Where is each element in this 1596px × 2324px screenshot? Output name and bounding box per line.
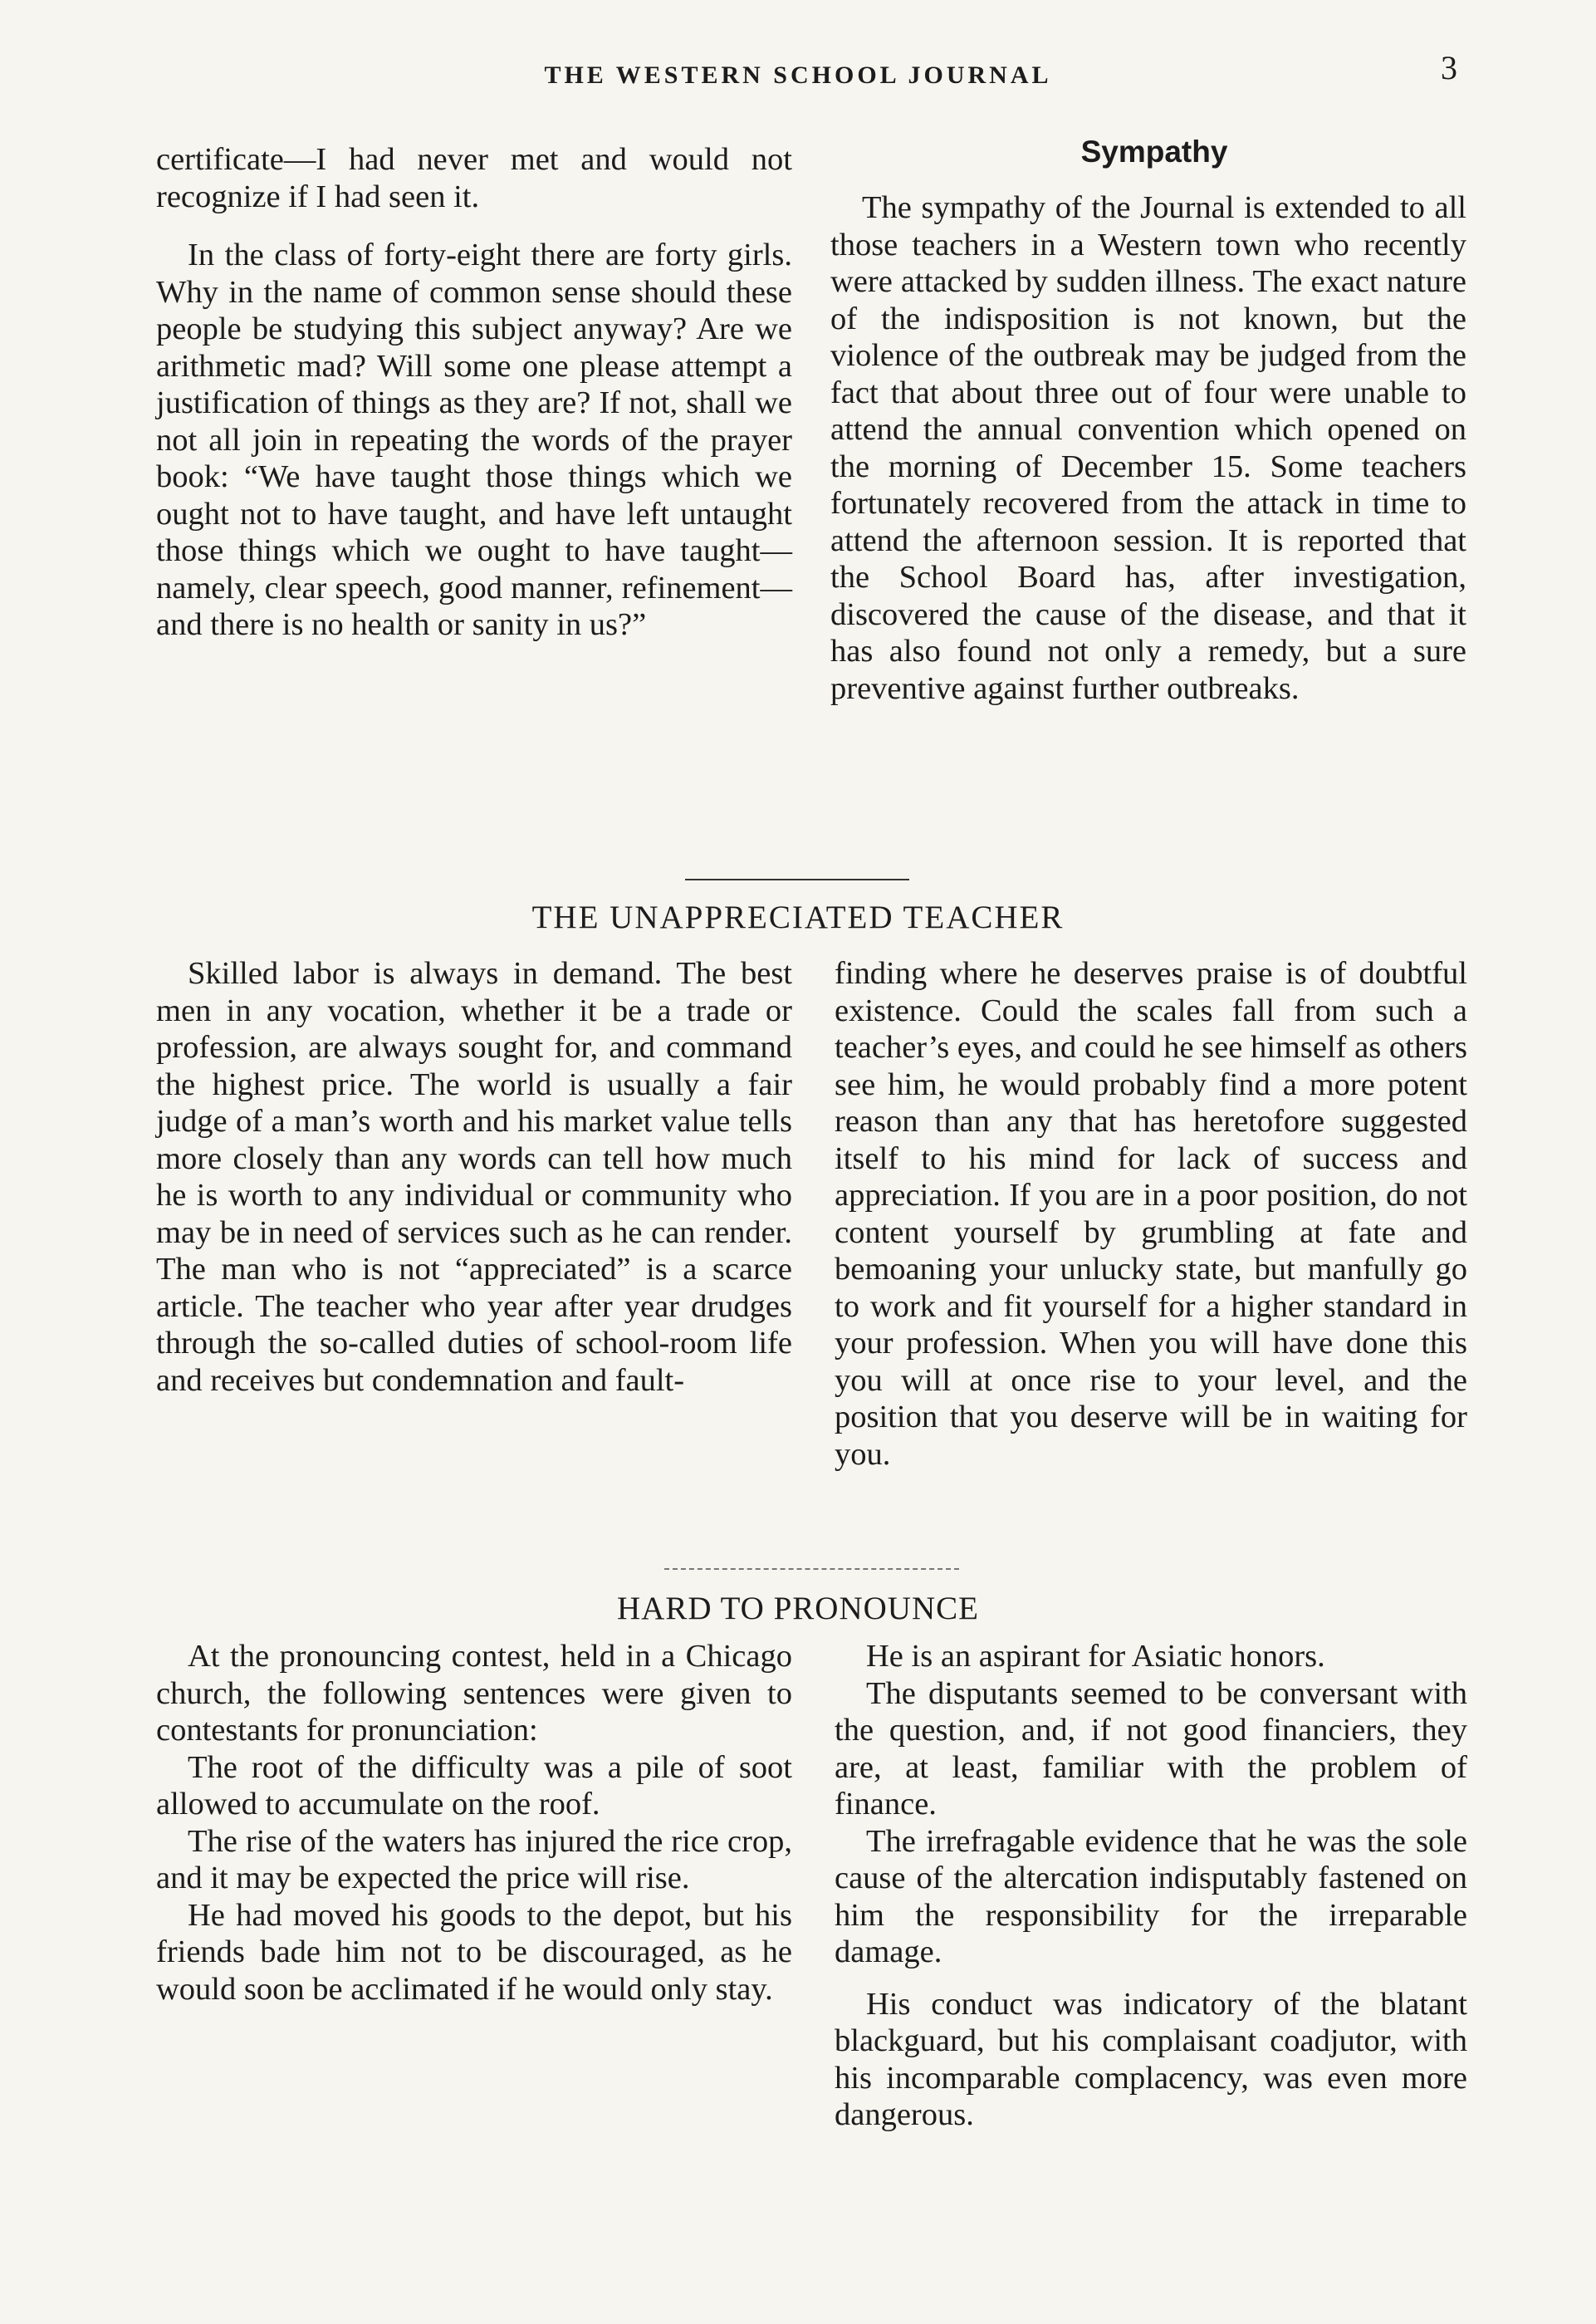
pronounce-title: HARD TO PRONOUNCE: [617, 1591, 979, 1626]
top-left-column: [156, 141, 792, 644]
sentence: The rise of the waters has injured the rice crop, and it may be expected the price will rise.: [156, 1823, 792, 1895]
pronounce-left-column: [156, 1638, 792, 2008]
sentence: The irrefragable evidence that he was the sole cause of the altercation indisputably fastened on him the responsibility for the irreparable damage.: [835, 1823, 1467, 1969]
sympathy-title: Sympathy: [1080, 135, 1228, 169]
page-number: 3: [1441, 49, 1457, 86]
pronounce-right-column: [835, 1638, 1467, 2134]
divider: [664, 1568, 959, 1570]
sentence: At the pronouncing contest, held in a Chicago church, the following sentences were given to contestants for pronunciation:: [156, 1639, 792, 1748]
unappreciated-title: THE UNAPPRECIATED TEACHER: [531, 900, 1065, 935]
paragraph: certificate—I had never met and would not recognize if I had seen it.: [156, 142, 792, 214]
sentence: The disputants seemed to be conversant with the question, and, if not good financiers, they are, at least, familiar with the problem of finance.: [835, 1675, 1467, 1821]
sympathy-column: [830, 189, 1466, 707]
sentence: His conduct was indicatory of the blatant blackguard, but his complaisant coadjutor, with his incomparable complacency, was even more dangerous.: [835, 1986, 1467, 2132]
divider: [685, 879, 909, 880]
unappreciated-right-column: [835, 955, 1467, 1473]
paragraph: The sympathy of the Journal is extended to all those teachers in a Western town who recently were attacked by sudden illness. The exact nature of the indisposition is not known, but the violence of the outbreak may be judged from the fact that about three out of four were unable to attend the annual convention which opened on the morning of December 15. Some teachers fortunately recovered from the attack in time to attend the afternoon session. It is reported that the School Board has, after investigation, discovered the cause of the disease, and that it has also found not only a remedy, but a sure preventive against further outbreaks.: [830, 190, 1466, 706]
paragraph: In the class of forty-eight there are forty girls. Why in the name of common sense should these people be studying this subject anyway? Are we arithmetic mad? Will some one please attempt a justification of things as they are? If not, shall we not all join in repeating the words of the prayer book: “We have taught those things which we ought not to have taught, and have left untaught those things which we ought to have taught—namely, clear speech, good manner, refinement—and there is no health or sanity in us?”: [156, 238, 792, 642]
unappreciated-left-column: [156, 955, 792, 1399]
paragraph: finding where he deserves praise is of doubtful existence. Could the scales fall from such a teacher’s eyes, and could he see himself as others see him, he would probably find a more potent reason than any that has heretofore suggested itself to his mind for lack of success and appreciation. If you are in a poor position, do not content yourself by grumbling at fate and bemoaning your unlucky state, but manfully go to work and fit yourself for a higher standard in your profession. When you will have done this you will at once rise to your level, and the position that you deserve will be in waiting for you.: [835, 956, 1467, 1472]
sentence: He is an aspirant for Asiatic honors.: [866, 1639, 1325, 1674]
sentence: The root of the difficulty was a pile of soot allowed to accumulate on the roof.: [156, 1749, 792, 1821]
running-title: THE WESTERN SCHOOL JOURNAL: [544, 61, 1052, 89]
sentence: He had moved his goods to the depot, but his friends bade him not to be discouraged, as he would soon be acclimated if he would only stay.: [156, 1897, 792, 2007]
paragraph: Skilled labor is always in demand. The best men in any vocation, whether it be a trade or profession, are always sought for, and command the highest price. The world is usually a fair judge of a man’s worth and his market value tells more closely than any words can tell how much he is worth to any individual or community who may be in need of services such as he can render. The man who is not “appreciated” is a scarce article. The teacher who year after year drudges through the so-called duties of school-room life and receives but condemnation and fault-: [156, 956, 792, 1398]
